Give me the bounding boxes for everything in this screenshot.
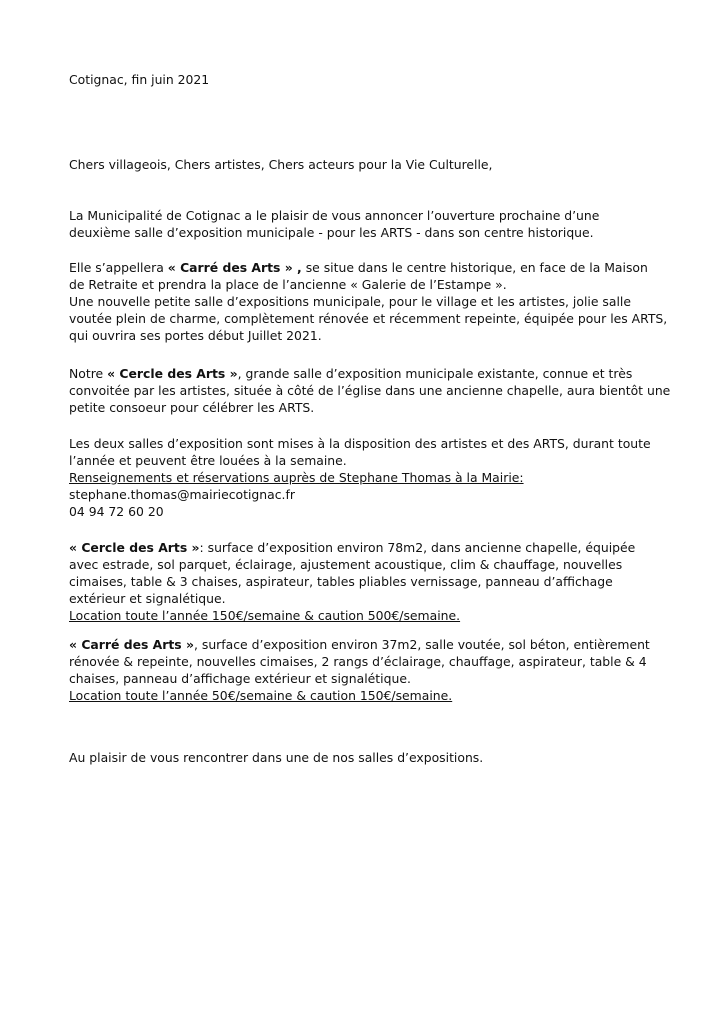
cercle-intro-line [69, 365, 689, 382]
cercle-details-line: avec estrade, sol parquet, éclairage, ajustement acoustique, clim & chauffage, nouvelles [69, 557, 623, 572]
salutation [69, 156, 689, 173]
carre-pricing: Location toute l’année 50€/semaine & caution 150€/semaine. [69, 688, 453, 703]
salutation-text: Chers villageois, Chers artistes, Chers acteurs pour la Vie Culturelle, [69, 157, 493, 172]
intro-line: La Municipalité de Cotignac a le plaisir de vous annoncer l’ouverture prochaine d’une [69, 208, 600, 223]
cercle-name-bold: « Cercle des Arts » [107, 366, 238, 381]
availability-paragraph [69, 435, 689, 520]
cercle-details-post: : surface d’exposition environ 78m2, dans ancienne chapelle, équipée [199, 540, 636, 555]
carre-announcement-line: Une nouvelle petite salle d’expositions municipale, pour le village et les artistes, jolie salle [69, 294, 631, 309]
intro-line: deuxième salle d’exposition municipale - pour les ARTS - dans son centre historique. [69, 225, 594, 240]
contact-phone: 04 94 72 60 20 [69, 504, 164, 519]
carre-announcement-line: qui ouvrira ses portes début Juillet 2021. [69, 328, 322, 343]
dateline-text: Cotignac, fin juin 2021 [69, 72, 210, 87]
cercle-intro-pre: Notre [69, 366, 108, 381]
carre-details-line: chaises, panneau d’affichage extérieur et signalétique. [69, 671, 411, 686]
contact-email[interactable]: stephane.thomas@mairiecotignac.fr [69, 487, 295, 502]
carre-announcement-line: voutée plein de charme, complètement rénovée et récemment repeinte, équipée pour les ARTS, [69, 311, 668, 326]
cercle-intro-post: , grande salle d’exposition municipale existante, connue et très [237, 366, 633, 381]
carre-details-paragraph [69, 636, 689, 704]
carre-details-name: « Carré des Arts » [69, 637, 194, 652]
carre-details-line: rénovée & repeinte, nouvelles cimaises, 2 rangs d’éclairage, chauffage, aspirateur, table & 4 [69, 654, 647, 669]
cercle-details-paragraph [69, 539, 689, 624]
closing [69, 749, 689, 766]
carre-details-post: , surface d’exposition environ 37m2, salle voutée, sol béton, entièrement [194, 637, 650, 652]
cercle-details-line: extérieur et signalétique. [69, 591, 226, 606]
intro-paragraph [69, 207, 689, 241]
cercle-details-name: « Cercle des Arts » [69, 540, 200, 555]
cercle-pricing: Location toute l’année 150€/semaine & caution 500€/semaine. [69, 608, 461, 623]
contact-heading: Renseignements et réservations auprès de Stephane Thomas à la Mairie: [69, 470, 524, 485]
cercle-details-line [69, 539, 689, 556]
availability-line: l’année et peuvent être louées à la semaine. [69, 453, 347, 468]
cercle-intro-line: convoitée par les artistes, située à côté de l’église dans une ancienne chapelle, aura bientôt une [69, 383, 671, 398]
carre-announcement-post: se situe dans le centre historique, en face de la Maison [301, 260, 648, 275]
dateline [69, 71, 689, 88]
carre-details-line [69, 636, 689, 653]
carre-announcement-paragraph [69, 259, 689, 344]
carre-announcement-line: de Retraite et prendra la place de l’ancienne « Galerie de l’Estampe ». [69, 277, 507, 292]
availability-line: Les deux salles d’exposition sont mises à la disposition des artistes et des ARTS, durant toute [69, 436, 651, 451]
cercle-details-line: cimaises, table & 3 chaises, aspirateur, tables pliables vernissage, panneau d’affichage [69, 574, 613, 589]
cercle-intro-line: petite consoeur pour célébrer les ARTS. [69, 400, 315, 415]
closing-text: Au plaisir de vous rencontrer dans une de nos salles d’expositions. [69, 750, 484, 765]
carre-announcement-line [69, 259, 689, 276]
carre-pricing-line [69, 687, 689, 704]
cercle-pricing-line [69, 607, 689, 624]
contact-heading-line [69, 469, 689, 486]
carre-announcement-pre: Elle s’appellera [69, 260, 168, 275]
cercle-intro-paragraph [69, 365, 689, 416]
carre-name-bold: « Carré des Arts » , [167, 260, 302, 275]
